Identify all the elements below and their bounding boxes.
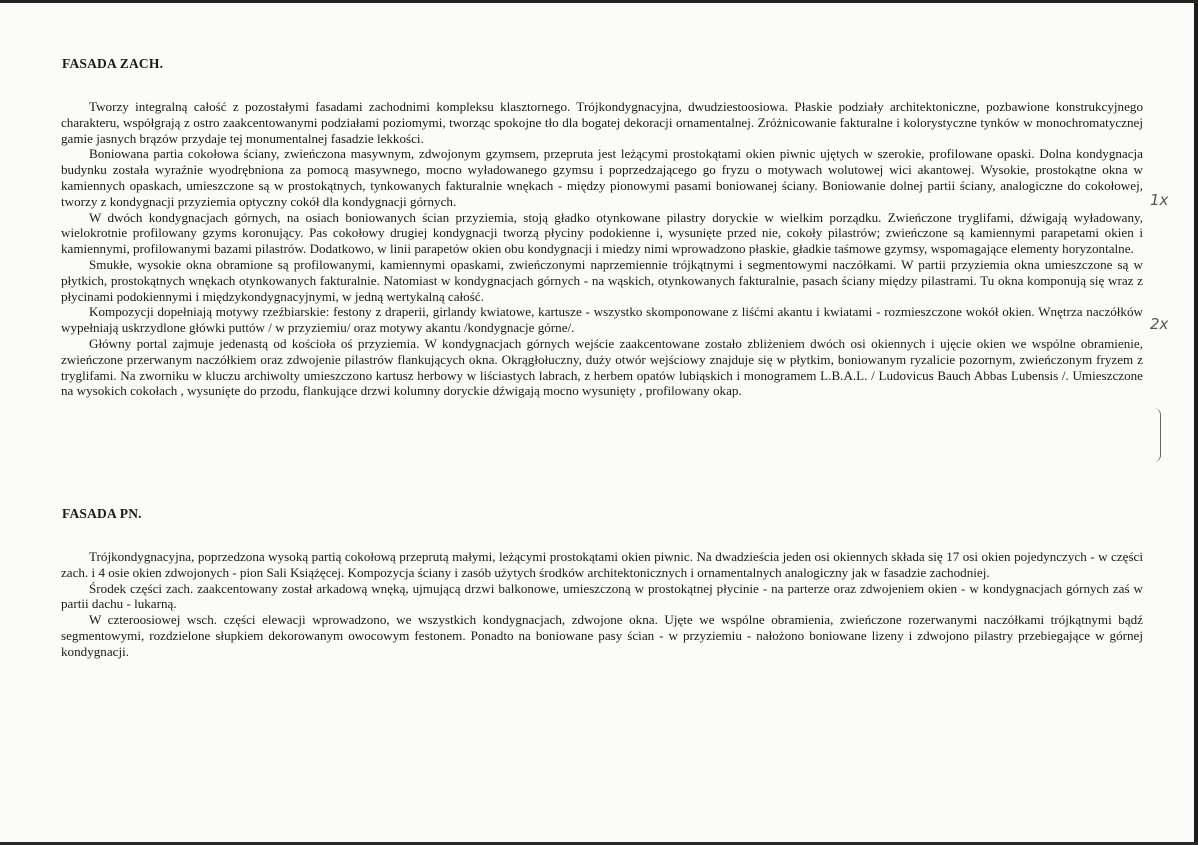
paragraph: W dwóch kondygnacjach górnych, na osiach boniowanych ścian przyziemia, stoją gładko otynkowane pilastry doryckie w wielkim porządku. Zwieńczone tryglifami, dźwigają wyładowany, wielokrotnie profilowany gzyms koronujący. Pas cokołowy drugiej kondygnacji tworzą płyciny podokienne i, wysunięte przed nie, cokoły pilastrów; zwieńczone są kamiennymi parapetami okien i kamiennymi, profilowanymi bazami pilastrów. Dodatkowo, w linii parapetów okien obu kondygnacji i miedzy nimi wprowadzono płaskie, gładkie taśmowe gzymsy, wspomagające elementy horyzontalne. [61, 209, 1143, 257]
section-north-facade [61, 549, 1143, 660]
paragraph: W czteroosiowej wsch. części elewacji wprowadzono, we wszystkich kondygnacjach, zdwojone okna. Ujęte we wspólne obramienia, zwieńczone rozerwanymi naczółkami trójkątnymi bądź segmentowymi, rozdzielone słupkiem dekorowanym owocowym festonem. Ponadto na boniowane pasy ścian - w przyziemiu - nałożono boniowane lizeny i zdwojono pilastry przebiegające w górnej kondygnacji. [61, 612, 1143, 659]
paragraph: Główny portal zajmuje jedenastą od kościoła oś przyziemia. W kondygnacjach górnych wejście zaakcentowane zostało zbliżeniem dwóch osi okiennych i ujęcie okien we wspólne obramienie, zwieńczone przerwanym naczółkiem oraz zdwojenie pilastrów flankujących okna. Okrągłołuczny, duży otwór wejściowy znajduje się w płytkim, boniowanym ryzalicie pozornym, zwieńczonym fryzem z tryglifami. Na zworniku w kluczu archiwolty umieszczono kartusz herbowy w liściastych labrach, z herbem opatów lubiąskich i monogramem L.B.A.L. / Ludovicus Bauch Abbas Lubensis /. Umieszczone na wysokich cokołach , wysunięte do przodu, flankujące drzwi kolumny doryckie dźwigają mocno wysunięty , profilowany okap. [61, 335, 1143, 399]
paragraph: Tworzy integralną całość z pozostałymi fasadami zachodnimi kompleksu klasztornego. Trójkondygnacyjna, dwudziestoosiowa. Płaskie podziały architektoniczne, pozbawione konstrukcyjnego charakteru, współgrają z ostro zaakcentowanymi podziałami poziomymi, tworząc spokojne tło dla bogatej dekoracji ornamentalnej. Zróżnicowanie fakturalne i kolorystyczne tynków w monochromatycznej gamie jasnych brązów przydaje tej monumentalnej fasadzie lekkości. [61, 99, 1143, 146]
paragraph: Kompozycji dopełniają motywy rzeźbiarskie: festony z draperii, girlandy kwiatowe, kartusze - wszystko skomponowane z liśćmi akantu i kwiatami - rozmieszczone wokół okien. Wnętrza naczółków wypełniają uskrzydlone główki puttów / w przyziemiu/ oraz motywy akantu /kondygnacje górne/. [61, 304, 1143, 336]
paragraph: Środek części zach. zaakcentowany został arkadową wnęką, ujmującą drzwi balkonowe, umieszczoną w prostokątnej płycinie - na parterze oraz zdwojeniem okien - w kondygnacjach górnych zaś w partii dachu - lukarną. [61, 580, 1143, 612]
paragraph: Boniowana partia cokołowa ściany, zwieńczona masywnym, zdwojonym gzymsem, przepruta jest leżącymi prostokątami okien piwnic ujętych w szerokie, profilowane opaski. Dolna kondygnacja budynku została wyraźnie wyodrębniona za pomocą masywnego, mocno wyładowanego gzymsu i poprzedzającego go fryzu o motywach wolutowej wici akantowej. Wysokie, prostokątne okna w kamiennych opaskach, umieszczone są w prostokątnych, tynkowanych fakturalnie wnękach - między pionowymi pasami boniowanej ściany. Boniowanie dolnej partii ściany, analogiczne do cokołowej, tworzy z kondygnacji przyziemia optyczny cokół dla kondygnacji górnych. [61, 146, 1143, 209]
section-west-facade [61, 99, 1143, 399]
paragraph: Trójkondygnacyjna, poprzedzona wysoką partią cokołową przeprutą małymi, leżącymi prostokątami okien piwnic. Na dwadzieścia jeden osi okiennych składa się 17 osi okien pojedynczych - w części zach. i 4 osie okien zdwojonych - pion Sali Książęcej. Kompozycja ściany i zasób użytych środków architektonicznych i ornamentalnych analogiczny jak w fasadzie zachodniej. [61, 549, 1143, 580]
section-heading-west-facade: FASADA ZACH. [62, 56, 164, 71]
scan-edge-right [1194, 3, 1198, 845]
handwritten-margin-note: 1x [1150, 191, 1169, 209]
section-heading-north-facade: FASADA PN. [62, 506, 142, 521]
handwritten-margin-bracket [1154, 408, 1161, 462]
handwritten-margin-note: 2x [1150, 315, 1169, 333]
paragraph: Smukłe, wysokie okna obramione są profilowanymi, kamiennymi opaskami, zwieńczonymi naprzemiennie trójkątnymi i segmentowymi naczółkami. W partii przyziemia okna umieszczone są w płytkich, prostokątnych wnękach otynkowanych fakturalnie. Natomiast w kondygnacjach górnych - na wąskich, otynkowanych fakturalnie, pasach ściany między pilastrami. Tu okna komponują się wraz z płycinami podokiennymi i międzykondygnacyjnymi, w jedną wertykalną całość. [61, 256, 1143, 304]
